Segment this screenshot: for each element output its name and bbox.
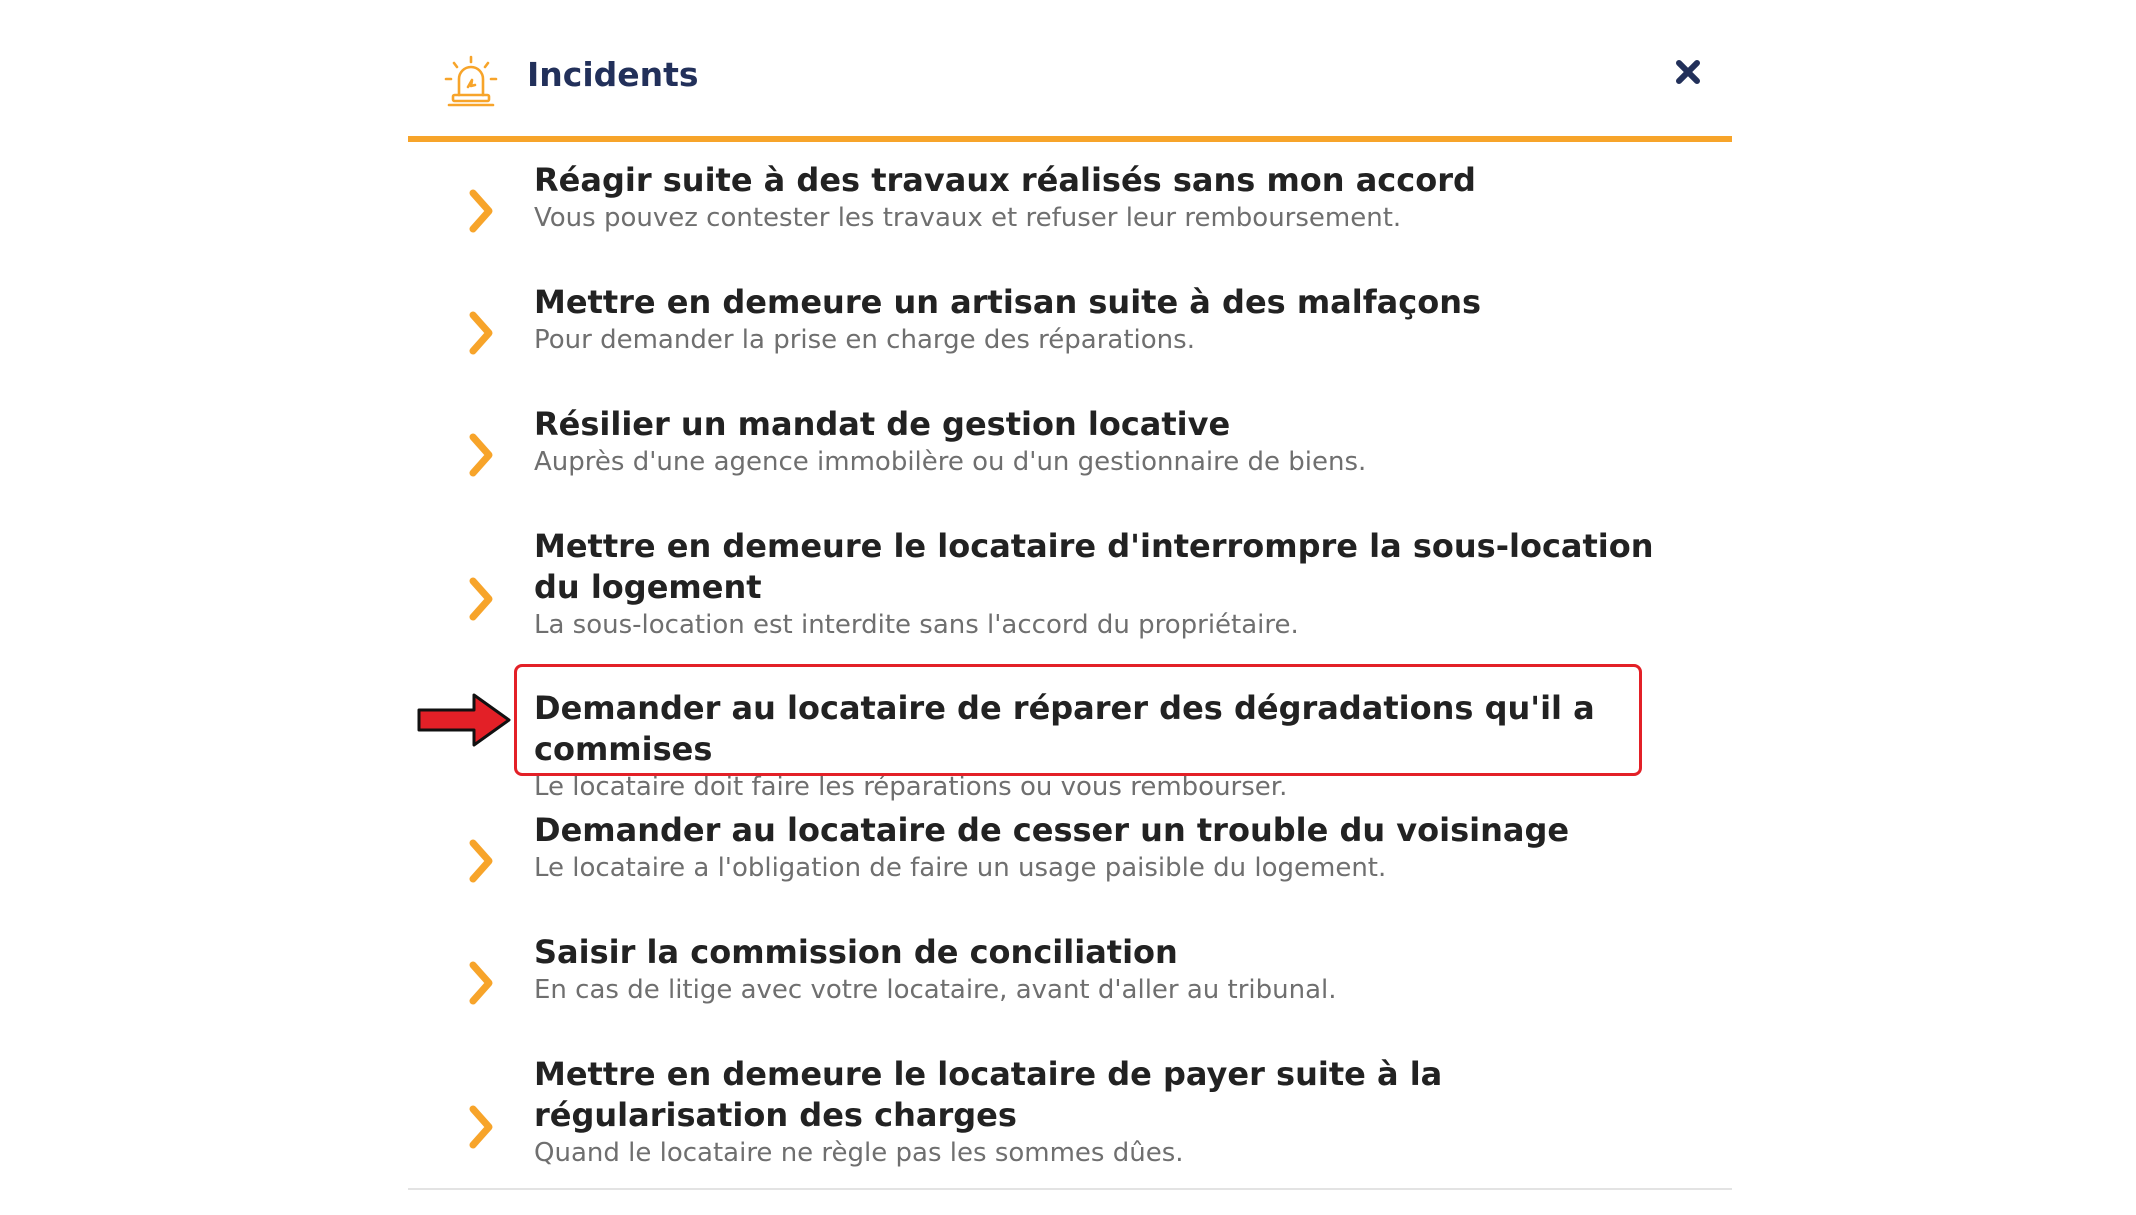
chevron-right-icon [468,188,494,234]
item-title: Demander au locataire de réparer des dégradations qu'il a commises [534,689,1595,768]
chevron-right-icon [468,310,494,356]
item-title: Résilier un mandat de gestion locative [534,405,1231,443]
close-button[interactable] [1668,52,1708,92]
item-subtitle: Vous pouvez contester les travaux et refuser leur remboursement. [534,203,1402,233]
list-item[interactable] [408,932,1732,1032]
pointer-arrow-icon [416,692,512,748]
item-title: Mettre en demeure un artisan suite à des malfaçons [534,283,1482,321]
list-item[interactable] [408,810,1732,910]
list-item[interactable] [408,404,1732,504]
siren-icon [444,55,498,107]
list-item[interactable] [408,526,1732,666]
list-item[interactable] [408,160,1732,260]
list-item[interactable] [408,282,1732,382]
item-title: Demander au locataire de cesser un trouble du voisinage [534,811,1570,849]
chevron-right-icon [468,838,494,884]
list-item[interactable] [408,1054,1732,1194]
highlight-box [514,664,1642,776]
chevron-right-icon [468,432,494,478]
item-subtitle: Le locataire a l'obligation de faire un usage paisible du logement. [534,853,1387,883]
item-text [534,932,1664,1007]
item-text [534,810,1664,885]
item-subtitle: En cas de litige avec votre locataire, avant d'aller au tribunal. [534,975,1337,1005]
item-subtitle: Le locataire doit faire les réparations ou vous rembourser. [534,772,1288,802]
item-subtitle: La sous-location est interdite sans l'accord du propriétaire. [534,610,1299,640]
item-subtitle: Pour demander la prise en charge des réparations. [534,325,1195,355]
item-title: Mettre en demeure le locataire de payer suite à la régularisation des charges [534,1055,1443,1134]
item-text [534,404,1664,479]
item-text [534,160,1664,235]
chevron-right-icon [468,1104,494,1150]
chevron-right-icon [468,960,494,1006]
item-title: Réagir suite à des travaux réalisés sans mon accord [534,161,1476,199]
divider [408,1188,1732,1190]
item-text [534,1054,1664,1170]
item-text [534,526,1664,642]
item-subtitle: Quand le locataire ne règle pas les sommes dûes. [534,1138,1184,1168]
dialog-header [408,0,1732,142]
close-icon [1674,58,1702,86]
item-title: Mettre en demeure le locataire d'interrompre la sous-location du logement [534,527,1654,606]
incidents-dialog [408,0,1732,1215]
item-text [534,282,1664,357]
item-subtitle: Auprès d'une agence immobilère ou d'un gestionnaire de biens. [534,447,1367,477]
chevron-right-icon [468,576,494,622]
dialog-title: Incidents [527,55,699,94]
item-title: Saisir la commission de conciliation [534,933,1178,971]
